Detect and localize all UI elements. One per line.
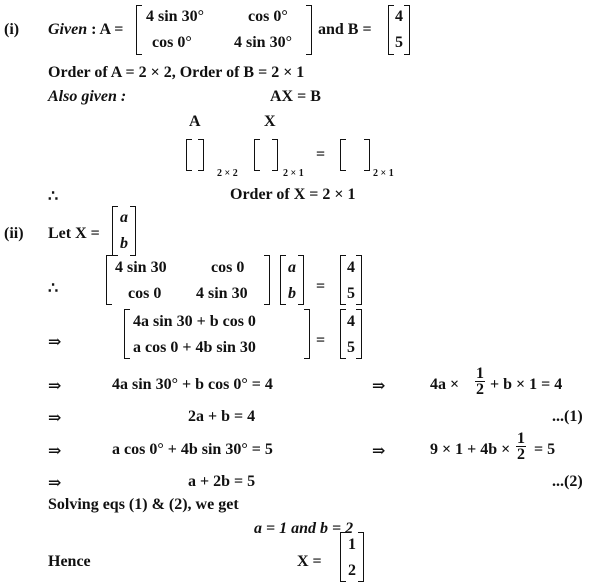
ax-equals-b: AX = B [270,88,321,105]
therefore-symbol: ∴ [48,188,59,205]
matrix-a-cell: 4 sin 30° [234,34,292,51]
equation-line-3-right-b: + b × 1 = 4 [490,376,563,393]
equals-sign: = [316,146,326,163]
hence-word: Hence [48,553,91,570]
empty-matrix-b [340,139,370,171]
matrix-product-cell: 4a sin 30 + b cos 0 [133,313,256,330]
matrix-ab [280,255,304,305]
equals-sign-3: = [316,332,326,349]
solving-line: Solving eqs (1) & (2), we get [48,496,239,513]
matrix-final-cell: 2 [348,562,356,579]
equation-tag-2: ...(2) [552,473,583,490]
equation-line-5-right-a: 9 × 1 + 4b × [430,441,511,458]
a-equals: : A = [91,21,124,38]
equation-line-5-right-b: = 5 [534,441,556,458]
matrix-coeff-cell: 4 sin 30 [115,259,167,276]
fraction-half [475,366,485,397]
equation-line-5: a cos 0° + 4b sin 30° = 5 [112,441,273,458]
equals-sign-2: = [316,278,326,295]
equation-tag-1: ...(1) [552,408,583,425]
dim-2x1-x: 2 × 1 [283,168,304,179]
matrix-x-cell: a [120,209,128,226]
implies-arrow: ⇒ [48,334,62,351]
therefore-symbol-2: ∴ [48,280,59,297]
given-word: Given [48,21,88,38]
matrix-r1-cell: 5 [347,285,355,302]
part-label-ii: (ii) [4,225,24,242]
matrix-a [136,5,312,55]
implies-arrow: ⇒ [48,378,62,395]
matrix-coeff-cell: cos 0 [128,285,162,302]
solution-line: a = 1 and b = 2 [254,520,354,537]
matrix-coeff-cell: cos 0 [211,259,245,276]
matrix-b-cell: 4 [395,8,403,25]
matrix-a-cell: cos 0° [248,8,288,25]
matrix-x [112,206,136,256]
given-line [48,21,123,39]
matrix-product [124,309,310,359]
fraction-half [516,431,526,462]
dim-2x2: 2 × 2 [217,168,238,179]
fraction-numerator: 1 [517,430,525,447]
matrix-b-cell: 5 [395,34,403,51]
implies-arrow: ⇒ [48,410,62,427]
matrix-r2-cell: 5 [347,339,355,356]
and-b-equals: and B = [318,21,372,38]
implies-arrow: ⇒ [372,378,386,395]
matrix-product-cell: a cos 0 + 4b sin 30 [133,339,256,356]
letter-a: A [189,113,201,130]
dim-2x1-b: 2 × 1 [373,168,394,179]
matrix-ab-cell: b [288,285,296,302]
implies-arrow: ⇒ [48,475,62,492]
implies-arrow: ⇒ [372,443,386,460]
fraction-denominator: 2 [517,446,525,463]
implies-arrow: ⇒ [48,443,62,460]
matrix-ab-cell: a [288,259,296,276]
matrix-r1-cell: 4 [347,259,355,276]
let-x-equals: Let X = [48,225,100,242]
empty-matrix-a [186,139,204,171]
x-equals: X = [297,553,322,570]
fraction-denominator: 2 [476,381,484,398]
matrix-r2 [340,309,362,359]
part-label-i: (i) [4,21,20,38]
fraction-numerator: 1 [476,365,484,382]
equation-line-3-right-a: 4a × [430,376,460,393]
order-of-x: Order of X = 2 × 1 [230,186,356,203]
matrix-final-cell: 1 [348,536,356,553]
also-given: Also given : [48,88,127,105]
order-line: Order of A = 2 × 2, Order of B = 2 × 1 [48,64,305,81]
equation-line-4: 2a + b = 4 [188,408,256,425]
matrix-coeff-cell: 4 sin 30 [196,285,248,302]
matrix-a-cell: 4 sin 30° [146,8,204,25]
equation-line-3: 4a sin 30° + b cos 0° = 4 [112,376,273,393]
matrix-coeff [106,255,270,305]
matrix-b [388,5,410,55]
matrix-final [340,532,364,582]
matrix-a-cell: cos 0° [152,34,192,51]
letter-x: X [264,113,276,130]
matrix-x-cell: b [120,235,128,252]
matrix-r1 [340,255,362,305]
empty-matrix-x [254,139,278,171]
equation-line-6: a + 2b = 5 [188,473,256,490]
matrix-r2-cell: 4 [347,313,355,330]
